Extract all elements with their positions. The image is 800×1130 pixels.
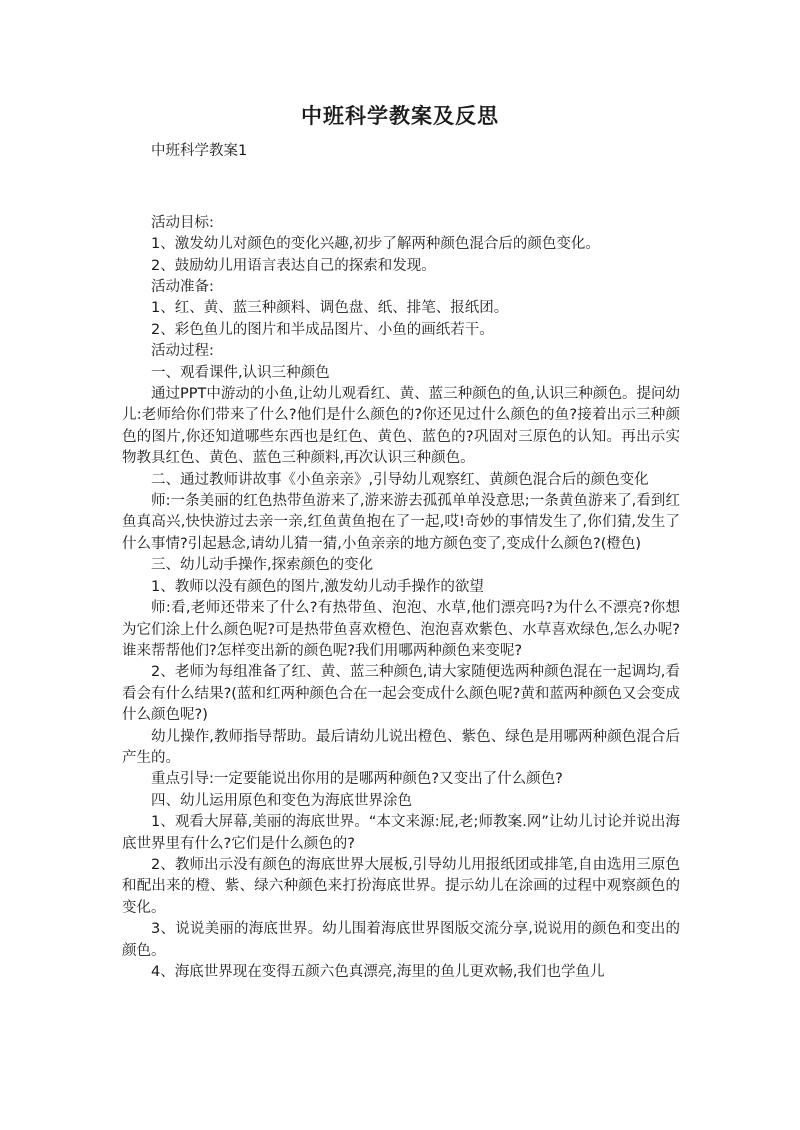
paragraph: 1、观看大屏幕,美丽的海底世界。“本文来源:屁,老;师教案.网”让幼儿讨论并说出海底世界里有什么?它们是什么颜色的?	[122, 814, 680, 852]
paragraph: 2、鼓励幼儿用语言表达自己的探索和发现。	[151, 257, 436, 274]
paragraph: 一、观看课件,认识三种颜色	[151, 364, 330, 381]
paragraph: 2、教师出示没有颜色的海底世界大展板,引导幼儿用报纸团或排笔,自由选用三原色和配出来的橙、紫、绿六种颜色来打扮海底世界。提示幼儿在涂画的过程中观察颜色的变化。	[122, 856, 680, 916]
paragraph: 3、说说美丽的海底世界。幼儿围着海底世界图版交流分享,说说用的颜色和变出的颜色。	[122, 921, 680, 959]
document-body	[122, 141, 680, 983]
paragraph: 2、彩色鱼儿的图片和半成品图片、小鱼的画纸若干。	[151, 321, 494, 338]
paragraph: 四、幼儿运用原色和变色为海底世界涂色	[151, 792, 412, 809]
paragraph: 活动准备:	[151, 279, 214, 296]
paragraph: 通过PPT中游动的小鱼,让幼儿观看红、黄、蓝三种颜色的鱼,认识三种颜色。提问幼儿:老师给你们带来了什么?他们是什么颜色的?你还见过什么颜色的鱼?接着出示三种颜色的图片,你还知道哪些东西也是红色、黄色、蓝色的?巩固对三原色的认知。再出示实物教具红色、黄色、蓝色三种颜料,再次认识三种颜色。	[122, 386, 680, 467]
paragraph: 2、老师为每组准备了红、黄、蓝三种颜色,请大家随便选两种颜色混在一起调均,看看会有什么结果?(蓝和红两种颜色合在一起会变成什么颜色呢?黄和蓝两种颜色又会变成什么颜色呢?)	[122, 664, 680, 724]
paragraph: 重点引导:一定要能说出你用的是哪两种颜色?又变出了什么颜色?	[151, 771, 563, 788]
paragraph: 1、红、黄、蓝三种颜料、调色盘、纸、排笔、报纸团。	[151, 300, 509, 317]
paragraph: 二、通过教师讲故事《小鱼亲亲》,引导幼儿观察红、黄颜色混合后的颜色变化	[151, 471, 649, 488]
document-title: 中班科学教案及反思	[301, 103, 499, 128]
paragraph: 活动过程:	[151, 343, 214, 360]
paragraph: 活动目标:	[151, 214, 214, 231]
paragraph: 幼儿操作,教师指导帮助。最后请幼儿说出橙色、紫色、绿色是用哪两种颜色混合后产生的。	[122, 728, 680, 766]
paragraph: 1、激发幼儿对颜色的变化兴趣,初步了解两种颜色混合后的颜色变化。	[151, 236, 600, 253]
paragraph: 师:一条美丽的红色热带鱼游来了,游来游去孤孤单单没意思;一条黄鱼游来了,看到红鱼真高兴,快快游过去亲一亲,红鱼黄鱼抱在了一起,哎!奇妙的事情发生了,你们猜,发生了什么事情?引起悬念,请幼儿猜一猜,小鱼亲亲的地方颜色变了,变成什么颜色?(橙色)	[122, 493, 680, 552]
paragraph: 1、教师以没有颜色的图片,激发幼儿动手操作的欲望	[151, 578, 484, 595]
section-heading: 中班科学教案1	[151, 143, 248, 159]
blank-line	[122, 177, 680, 198]
paragraph: 师:看,老师还带来了什么?有热带鱼、泡泡、水草,他们漂亮吗?为什么不漂亮?你想为它们涂上什么颜色呢?可是热带鱼喜欢橙色、泡泡喜欢紫色、水草喜欢绿色,怎么办呢?谁来帮帮他们?怎样变出新的颜色呢?我们用哪两种颜色来变呢?	[122, 600, 680, 659]
paragraph: 三、幼儿动手操作,探索颜色的变化	[151, 557, 374, 574]
paragraph: 4、海底世界现在变得五颜六色真漂亮,海里的鱼儿更欢畅,我们也学鱼儿	[151, 964, 605, 981]
